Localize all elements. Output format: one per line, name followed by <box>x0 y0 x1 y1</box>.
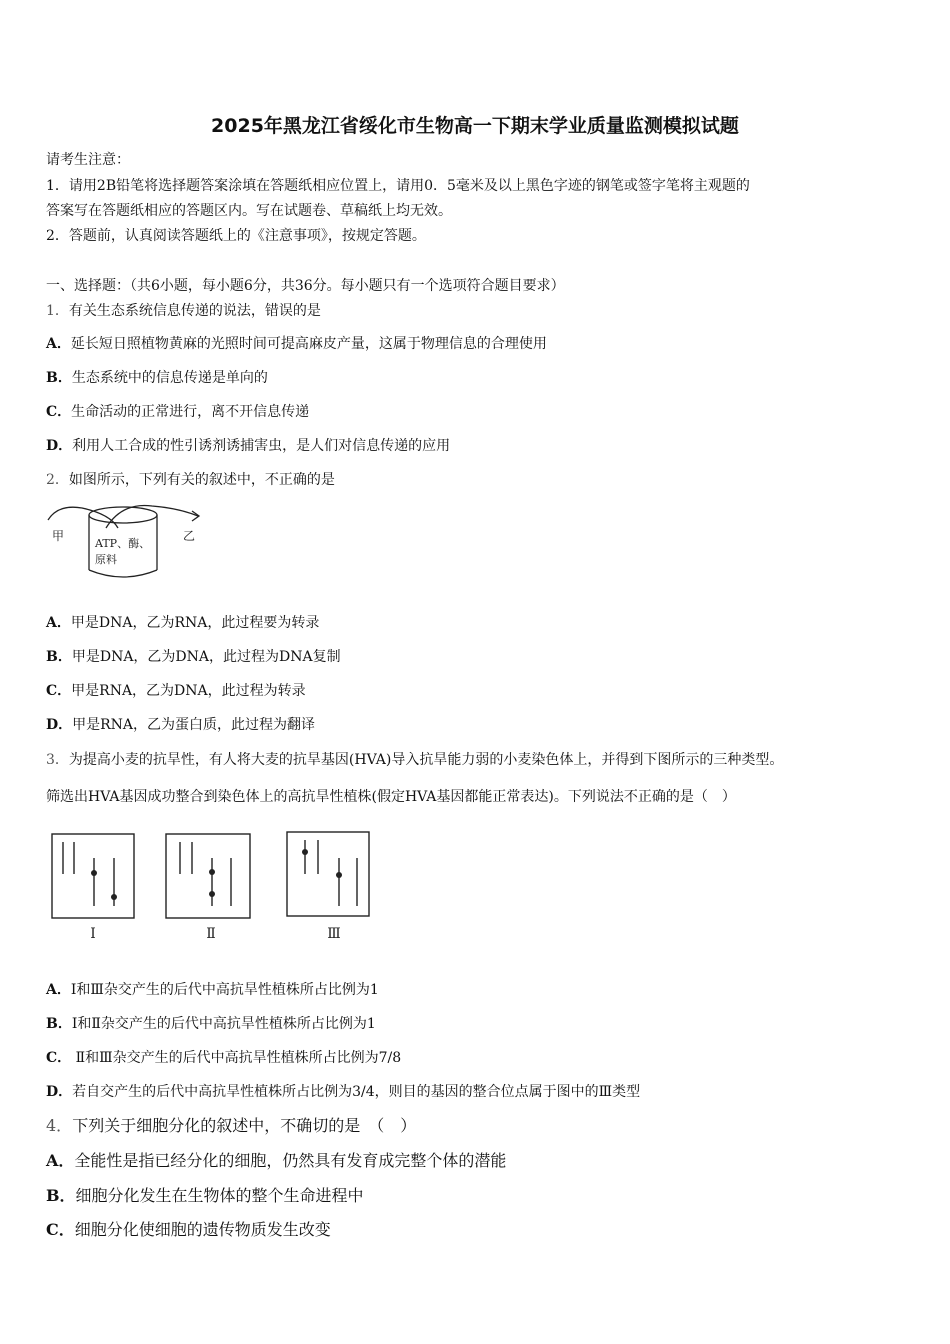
option-letter: A． <box>46 615 71 631</box>
question-1-option-a <box>46 334 547 354</box>
figure-content-line-2: 原料 <box>95 553 117 566</box>
option-text: 甲是RNA，乙为DNA，此过程为转录 <box>71 683 306 699</box>
question-3-stem-line-1 <box>46 750 783 770</box>
question-3-option-a <box>46 980 379 1000</box>
question-2-option-d <box>46 715 315 735</box>
option-letter: A． <box>46 982 71 998</box>
question-1-stem <box>46 301 321 321</box>
option-letter: D． <box>46 1084 73 1100</box>
notice-item-1-line-1: 1．请用2B铅笔将选择题答案涂填在答题纸相应位置上，请用0．5毫米及以上黑色字迹的钢笔或签字笔将主观题的 <box>46 178 750 194</box>
figure-label-right: 乙 <box>183 529 196 543</box>
option-text: 利用人工合成的性引诱剂诱捕害虫，是人们对信息传递的应用 <box>72 438 451 454</box>
option-letter: C． <box>46 404 72 420</box>
figure-label-3: Ⅲ <box>327 926 341 942</box>
figure-label-1: Ⅰ <box>90 926 96 942</box>
option-letter: C． <box>46 1220 75 1239</box>
question-2-option-b <box>46 647 341 667</box>
arrow-icon <box>48 505 199 528</box>
option-letter: B． <box>46 649 72 665</box>
option-text: Ⅰ和Ⅲ杂交产生的后代中高抗旱性植株所占比例为1 <box>70 982 379 998</box>
option-letter: A． <box>46 1151 75 1170</box>
question-2-option-c <box>46 681 306 701</box>
notice-item-1-line-2: 答案写在答题纸相应的答题区内。写在试题卷、草稿纸上均无效。 <box>46 203 452 219</box>
question-number: 3． <box>46 752 69 768</box>
question-1-option-d <box>46 436 450 456</box>
question-text: 如图所示，下列有关的叙述中，不正确的是 <box>68 472 335 488</box>
figure-content-line-1: ATP、酶、 <box>95 537 151 550</box>
option-text: 甲是DNA，乙为RNA，此过程要为转录 <box>70 615 320 631</box>
figure-label-2: Ⅱ <box>206 926 216 942</box>
page-title: 2025年黑龙江省绥化市生物高一下期末学业质量监测模拟试题 <box>211 115 739 137</box>
question-4-option-b <box>46 1186 364 1206</box>
question-3-figure <box>44 824 380 948</box>
option-text: 生态系统中的信息传递是单向的 <box>71 370 268 386</box>
question-2-figure <box>40 498 220 588</box>
notice-heading: 请考生注意： <box>46 152 130 168</box>
question-1-option-c <box>46 402 309 422</box>
option-text: 全能性是指已经分化的细胞，仍然具有发育成完整个体的潜能 <box>74 1151 507 1170</box>
notice-item-2: 2．答题前，认真阅读答题纸上的《注意事项》，按规定答题。 <box>46 228 426 244</box>
question-3-option-c <box>46 1048 401 1068</box>
question-2-option-a <box>46 613 319 633</box>
question-text: 有关生态系统信息传递的说法，错误的是 <box>68 303 321 319</box>
chromosome-box-2 <box>166 834 250 918</box>
section-heading: 一、选择题：（共6小题，每小题6分，共36分。每小题只有一个选项符合题目要求） <box>46 278 565 294</box>
question-4-stem <box>46 1116 416 1136</box>
question-text: 下列关于细胞分化的叙述中，不确切的是 （ ） <box>72 1116 417 1135</box>
option-text: 若自交产生的后代中高抗旱性植株所占比例为3/4，则目的基因的整合位点属于图中的Ⅲ类型 <box>72 1084 641 1100</box>
option-text: Ⅰ和Ⅱ杂交产生的后代中高抗旱性植株所占比例为1 <box>71 1016 376 1032</box>
option-letter: A． <box>46 336 71 352</box>
question-number: 1． <box>46 303 69 319</box>
option-letter: C． <box>46 1050 72 1066</box>
option-text: 细胞分化发生在生物体的整个生命进程中 <box>75 1186 364 1205</box>
question-4-option-a <box>46 1151 506 1171</box>
option-text: 甲是DNA，乙为DNA，此过程为DNA复制 <box>71 649 341 665</box>
question-3-stem-line-2: 筛选出HVA基因成功整合到染色体上的高抗旱性植株(假定HVA基因都能正常表达)。下列说法不正确的是（ ） <box>46 789 736 805</box>
option-letter: D． <box>46 717 73 733</box>
question-number: 4． <box>46 1116 73 1135</box>
option-letter: C． <box>46 683 72 699</box>
option-text: 生命活动的正常进行，离不开信息传递 <box>71 404 310 420</box>
option-text: Ⅱ和Ⅲ杂交产生的后代中高抗旱性植株所占比例为7/8 <box>71 1050 402 1066</box>
option-text: 细胞分化使细胞的遗传物质发生改变 <box>74 1220 331 1239</box>
option-letter: B． <box>46 1186 76 1205</box>
chromosome-box-1 <box>52 834 134 918</box>
question-1-option-b <box>46 368 268 388</box>
option-letter: D． <box>46 438 73 454</box>
option-letter: B． <box>46 370 72 386</box>
question-number: 2． <box>46 472 69 488</box>
option-text: 甲是RNA，乙为蛋白质，此过程为翻译 <box>72 717 316 733</box>
question-2-stem <box>46 470 335 490</box>
figure-label-left: 甲 <box>52 529 65 543</box>
question-3-option-d <box>46 1082 640 1102</box>
question-4-option-c <box>46 1220 331 1240</box>
option-text: 延长短日照植物黄麻的光照时间可提高麻皮产量，这属于物理信息的合理使用 <box>70 336 547 352</box>
question-text: 为提高小麦的抗旱性，有人将大麦的抗旱基因(HVA)导入抗旱能力弱的小麦染色体上，并得到下图所示的三种类型。 <box>68 752 784 768</box>
question-3-option-b <box>46 1014 376 1034</box>
option-letter: B． <box>46 1016 72 1032</box>
